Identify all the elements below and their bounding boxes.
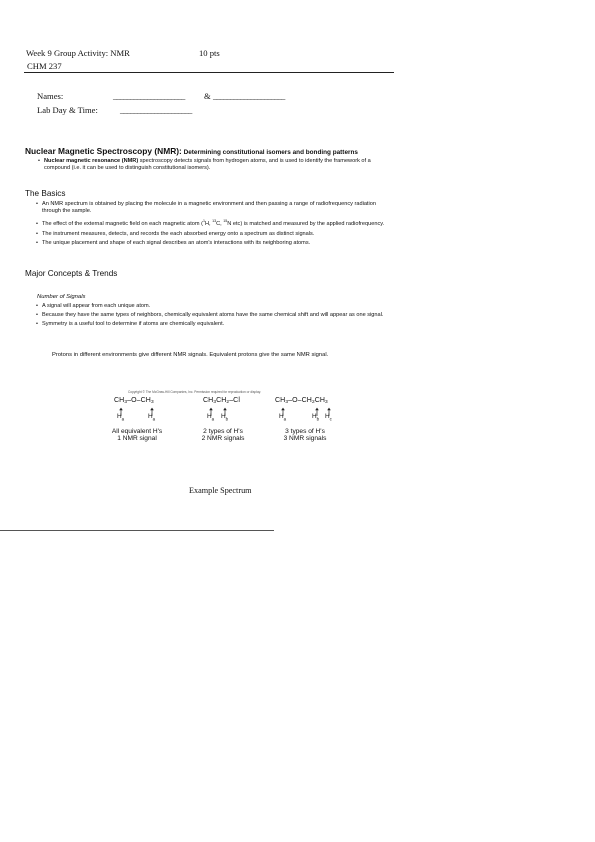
concepts-bullet-text: Symmetry is a useful tool to determine if atoms are chemically equivalent. (42, 321, 225, 327)
bullet-glyph: • (36, 220, 38, 227)
basics-bullet-text: The unique placement and shape of each signal describes an atom's interactions with its neighboring atoms. (42, 239, 311, 246)
molecule-1-formula (114, 397, 154, 405)
nmr-title-sub: Determining constitutional isomers and bonding patterns (181, 149, 358, 156)
concepts-heading: Major Concepts & Trends (25, 269, 118, 278)
names-blank-2[interactable]: _____________________ (213, 91, 285, 101)
basics-bullet-2 (24, 218, 396, 228)
bullet-glyph: • (36, 201, 38, 207)
isotope-symbol: H, (204, 220, 213, 227)
hydrogen-label: H (207, 413, 212, 420)
hydrogen-label: H (279, 413, 284, 420)
isotope-superscript: 1 (202, 219, 205, 223)
formula-subscript: 3 (213, 400, 217, 405)
basics-bullet-text: N etc) is matched and measured by the applied radiofrequency. (227, 220, 385, 227)
formula-atom: CH (275, 397, 286, 404)
nmr-bullet-text: spectroscopy detects signals from hydrogen atoms, and is used to identify the framework of a compound (i.e. it can be used to distinguish constitutional isomers). (44, 158, 371, 171)
molecule-1-caption-line-2: 1 NMR signal (117, 435, 157, 443)
concepts-bullet-2 (24, 312, 398, 319)
molecule-1-h-label-a2 (148, 413, 155, 421)
concepts-bullet-text: A signal will appear from each unique atom. (42, 303, 151, 309)
concepts-bullet-3 (24, 321, 398, 328)
formula-atom: –Cl (229, 397, 240, 404)
example-spectrum-heading: Example Spectrum (189, 486, 252, 495)
hydrogen-subscript: a (211, 416, 215, 422)
molecule-1-caption (104, 428, 170, 443)
names-label: Names: (37, 91, 64, 101)
formula-atom: CH (314, 397, 326, 404)
hydrogen-subscript: b (225, 416, 229, 422)
worksheet-title: Week 9 Group Activity: NMR (26, 48, 130, 58)
formula-subscript: 3 (325, 400, 328, 405)
basics-bullet-text: The effect of the external magnetic field on each magnetic atom ( (42, 220, 203, 227)
concepts-bullet-text: Because they have the same types of neighbors, chemically equivalent atoms have the same chemical shift and will appear as one signal. (42, 312, 384, 318)
basics-heading: The Basics (25, 189, 66, 198)
molecule-2-h-label-b (221, 413, 228, 421)
footer-rule (0, 530, 274, 531)
molecule-3-h-label-a (279, 413, 286, 421)
formula-subscript: 2 (311, 400, 315, 405)
bullet-glyph: • (36, 239, 38, 246)
nmr-section-title (25, 146, 358, 156)
nmr-intro-bullet (26, 158, 398, 172)
names-ampersand: & (204, 91, 211, 101)
isotope-superscript: 13 (212, 219, 217, 223)
nmr-bold-term: Nuclear magnetic resonance (NMR) (44, 158, 139, 164)
header-rule (24, 72, 394, 73)
molecule-2-formula (203, 397, 240, 405)
formula-atom: –O–CH (288, 397, 312, 404)
protons-note: Protons in different environments give different NMR signals. Equivalent protons give the same NMR signal. (52, 352, 329, 358)
course-code: CHM 237 (27, 61, 62, 71)
labday-blank[interactable]: _____________________ (120, 105, 192, 115)
signals-subheading: Number of Signals (37, 294, 86, 300)
hydrogen-subscript: c (329, 416, 332, 422)
molecule-1-h-label-a (117, 413, 124, 421)
formula-atom: –O–CH (127, 397, 151, 404)
formula-subscript: 3 (150, 400, 154, 405)
molecule-3-h-label-b (312, 413, 319, 421)
concepts-bullet-1 (24, 303, 398, 310)
bullet-glyph: • (36, 312, 38, 318)
formula-atom: CH (203, 397, 214, 404)
hydrogen-label: H (312, 413, 317, 420)
basics-bullets (24, 201, 396, 247)
nmr-intro-bullets (26, 158, 398, 172)
labday-label: Lab Day & Time: (37, 105, 98, 115)
molecule-3-caption-line-2: 3 NMR signals (283, 435, 327, 443)
formula-atom: CH (114, 397, 125, 404)
formula-subscript: 3 (124, 400, 128, 405)
molecule-2-caption-line-1: 2 types of H's (203, 428, 243, 435)
hydrogen-subscript: a (152, 416, 156, 422)
molecule-3-caption (272, 428, 338, 443)
hydrogen-subscript: a (121, 416, 125, 422)
formula-atom: CH (216, 397, 227, 404)
concepts-bullets (24, 303, 398, 328)
molecule-3-formula (275, 397, 328, 405)
bullet-glyph: • (36, 321, 38, 327)
bullet-glyph: • (36, 303, 38, 309)
isotope-superscript: 15 (223, 219, 228, 223)
molecule-1-caption-line-1: All equivalent H's (111, 428, 163, 435)
molecule-2-caption-line-2: 2 NMR signals (201, 435, 245, 443)
isotope-symbol: C, (216, 220, 224, 227)
hydrogen-label: H (325, 413, 330, 420)
nmr-title-main: Nuclear Magnetic Spectroscopy (NMR): (25, 146, 182, 156)
molecule-3-h-label-c (325, 413, 332, 421)
hydrogen-subscript: a (283, 416, 287, 422)
hydrogen-label: H (148, 413, 153, 420)
molecule-2-h-label-a (207, 413, 214, 421)
formula-subscript: 3 (285, 400, 289, 405)
bullet-glyph: • (38, 158, 40, 164)
copyright-caption: Copyright © The McGraw-Hill Companies, Inc. Permission required for reproduction or display. (128, 390, 261, 394)
hydrogen-label: H (221, 413, 226, 420)
basics-bullet-1 (24, 201, 396, 215)
basics-bullet-text: The instrument measures, detects, and records the each absorbed energy onto a spectrum as distinct signals. (42, 230, 315, 237)
points-label: 10 pts (199, 48, 220, 58)
molecule-3-caption-line-1: 3 types of H's (285, 428, 325, 435)
basics-bullet-text: An NMR spectrum is obtained by placing the molecule in a magnetic environment and then passing a range of radiofrequency radiation through the sample. (42, 201, 376, 214)
hydrogen-label: H (117, 413, 122, 420)
basics-bullet-4 (24, 240, 396, 247)
formula-subscript: 2 (226, 400, 230, 405)
bullet-glyph: • (36, 230, 38, 237)
names-blank-1[interactable]: _____________________ (113, 91, 185, 101)
basics-bullet-3 (24, 231, 396, 238)
hydrogen-subscript: b (316, 416, 320, 422)
molecule-2-caption (190, 428, 256, 443)
